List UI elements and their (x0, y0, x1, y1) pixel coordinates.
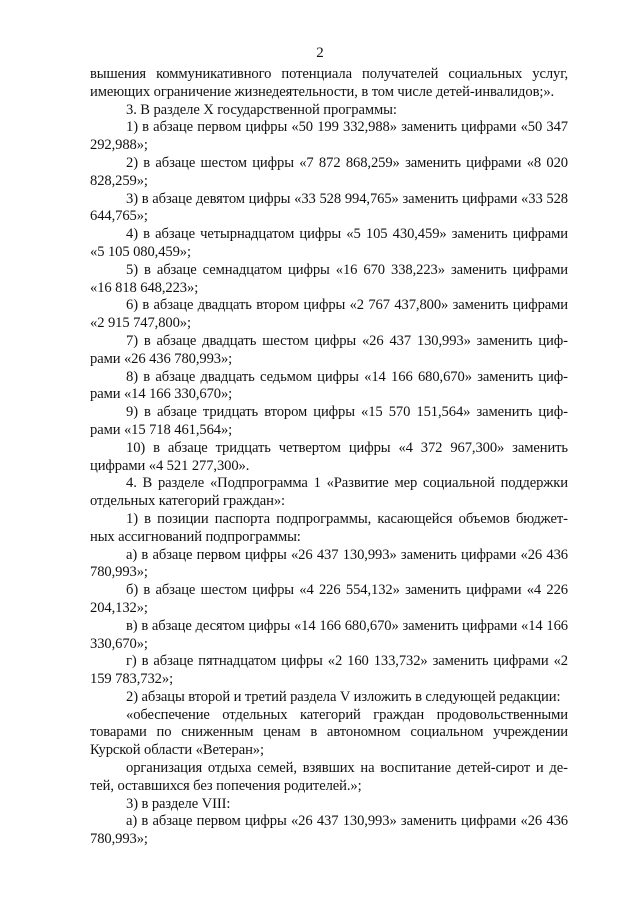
paragraph-item: 1) в позиции паспорта подпрограммы, касающейся объемов бюджетных ассигнований подпрограммы: (90, 510, 568, 545)
paragraph-item: 2) абзацы второй и третий раздела V изложить в следующей редакции: (126, 688, 561, 705)
paragraph-item: 3) в абзаце девятом цифры «33 528 994,765» заменить цифрами «33 528 644,765»; (90, 190, 568, 225)
paragraph-item: 1) в абзаце первом цифры «50 199 332,988» заменить цифрами «50 347 292,988»; (90, 119, 568, 154)
paragraph-item: 2) в абзаце шестом цифры «7 872 868,259» заменить цифрами «8 020 828,259»; (90, 154, 568, 189)
paragraph-subitem: а) в абзаце первом цифры «26 437 130,993» заменить цифрами «26 436 780,993»; (90, 813, 568, 848)
paragraph-item: 9) в абзаце тридцать втором цифры «15 570 151,564» заменить цифрами «15 718 461,564»; (90, 404, 568, 438)
paragraph-item: 6) в абзаце двадцать втором цифры «2 767 437,800» заменить цифрами «2 915 747,800»; (90, 297, 568, 332)
paragraph-section-4: 4. В разделе «Подпрограмма 1 «Развитие мер социальной поддержки отдельных категорий граждан»: (90, 475, 568, 510)
paragraph-subitem: б) в абзаце шестом цифры «4 226 554,132» заменить цифрами «4 226 204,132»; (90, 582, 568, 616)
paragraph-section-3: 3. В разделе X государственной программы: (126, 101, 397, 118)
paragraph-item: 5) в абзаце семнадцатом цифры «16 670 338,223» заменить цифрами «16 818 648,223»; (90, 261, 568, 296)
document-body (90, 66, 568, 849)
page-number: 2 (316, 45, 324, 61)
paragraph-quote: «обеспечение отдельных категорий граждан продовольственными товарами по сниженным ценам в автономном социальном учреждении Курской области «Ветеран»; (90, 706, 568, 759)
paragraph-subitem: г) в абзаце пятнадцатом цифры «2 160 133,732» заменить цифрами «2 159 783,732»; (90, 653, 568, 688)
paragraph-subitem: а) в абзаце первом цифры «26 437 130,993» заменить цифрами «26 436 780,993»; (90, 546, 568, 581)
paragraph-item: 10) в абзаце тридцать четвертом цифры «4 372 967,300» заменить цифрами «4 521 277,300». (90, 439, 568, 474)
paragraph-item: 3) в разделе VIII: (126, 795, 231, 812)
paragraph-item: 8) в абзаце двадцать седьмом цифры «14 166 680,670» заменить цифрами «14 166 330,670»; (90, 368, 568, 403)
paragraph-continuation: вышения коммуникативного потенциала получателей социальных услуг, имеющих ограничение жизнедеятельности, в том числе детей-инвалидов;». (90, 66, 568, 100)
paragraph-item: 4) в абзаце четырнадцатом цифры «5 105 430,459» заменить цифрами «5 105 080,459»; (90, 226, 568, 260)
paragraph-item: 7) в абзаце двадцать шестом цифры «26 437 130,993» заменить цифрами «26 436 780,993»; (90, 332, 568, 367)
paragraph-subitem: в) в абзаце десятом цифры «14 166 680,670» заменить цифрами «14 166 330,670»; (90, 617, 568, 652)
paragraph-quote: организация отдыха семей, взявших на воспитание детей-сирот и детей, оставшихся без попечения родителей.»; (90, 760, 568, 794)
